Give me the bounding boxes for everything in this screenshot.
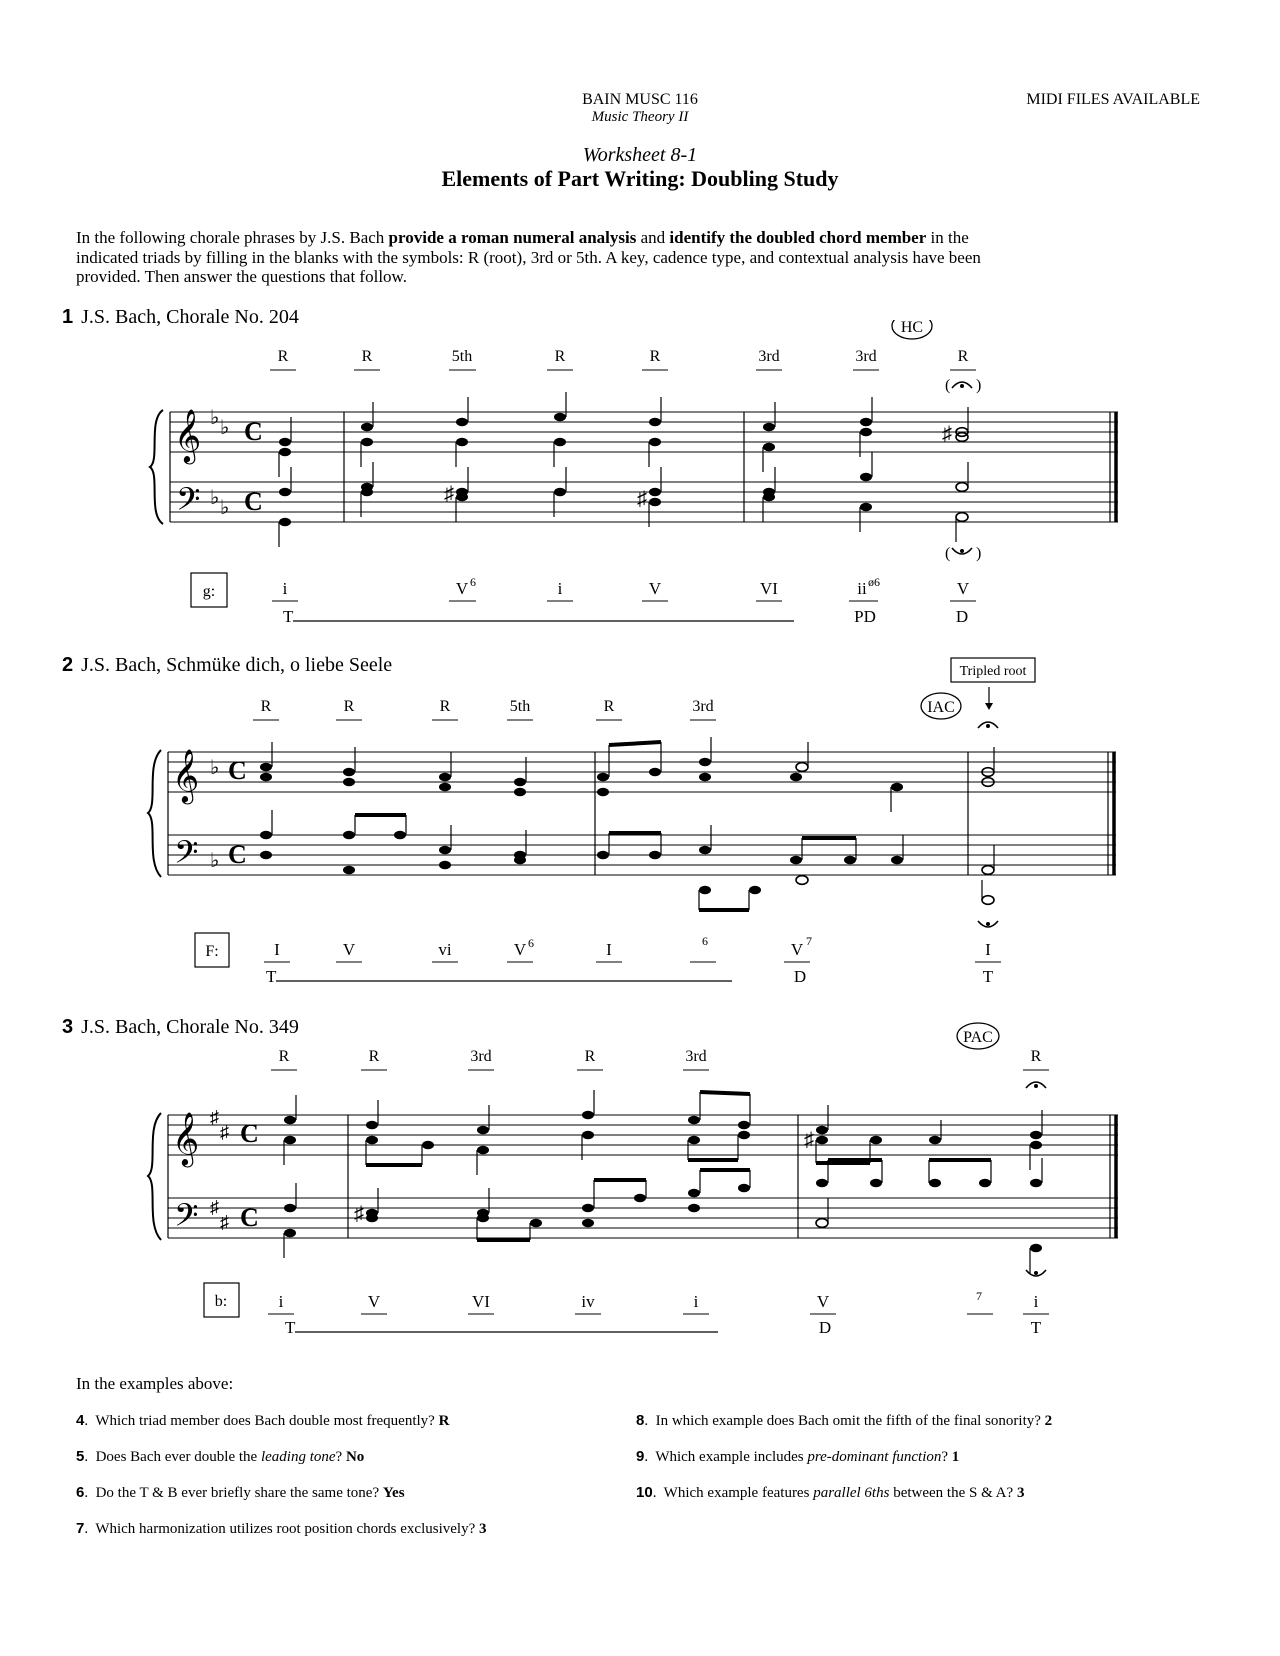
flat-icon: ♭	[210, 487, 220, 509]
function-label: PD	[854, 607, 876, 626]
question-answer: Yes	[382, 1485, 405, 1501]
flat-icon: ♭	[210, 757, 220, 779]
cadence-label	[892, 320, 932, 339]
worksheet-number: Worksheet 8-1	[582, 144, 698, 166]
question-number: 10	[636, 1484, 653, 1501]
roman-numeral: i	[557, 579, 563, 598]
roman-numeral: I	[606, 940, 612, 959]
doubling-blank: 5th	[509, 698, 531, 715]
bass-staff	[168, 1198, 1118, 1238]
fermata-dot	[1034, 1271, 1038, 1275]
roman-numeral: V	[513, 940, 527, 959]
roman-numeral: i	[1033, 1292, 1039, 1311]
instructions-text: and	[636, 228, 670, 247]
example-number: 1	[62, 306, 74, 328]
question-emphasis: parallel 6ths	[813, 1485, 890, 1501]
doubling-blank: 3rd	[855, 348, 877, 365]
question-text: ?	[941, 1449, 952, 1465]
stems	[272, 737, 994, 910]
question-7: 7. Which harmonization utilizes root position chords exclusively? 3	[76, 1520, 487, 1537]
roman-numeral: V	[956, 579, 970, 598]
question-number: 5	[76, 1448, 85, 1465]
treble-staff	[170, 412, 1118, 452]
roman-numeral: V	[816, 1292, 830, 1311]
doubling-blank: R	[277, 348, 289, 365]
roman-numeral: iv	[581, 1292, 595, 1311]
treble-staff	[168, 1115, 1118, 1155]
question-text: Which triad member does Bach double most frequently?	[95, 1413, 439, 1429]
treble-clef-icon: 𝄞	[174, 410, 202, 461]
fermata-dot	[960, 384, 964, 388]
fermata-paren: (	[945, 377, 951, 394]
function-label: T	[283, 607, 294, 626]
sharp-icon: ♯	[210, 1107, 219, 1127]
cadence-text: HC	[900, 320, 924, 336]
roman-numeral: i	[278, 1292, 284, 1311]
question-6: 6. Do the T & B ever briefly share the same tone? Yes	[76, 1484, 405, 1501]
bass-clef-icon: 𝄢	[174, 1199, 199, 1241]
inversion-figure: 7	[806, 934, 812, 948]
doubling-blank: R	[361, 348, 373, 365]
doubling-blank: R	[260, 698, 272, 715]
question-9: 9. Which example includes pre-dominant function? 1	[636, 1448, 960, 1465]
question-answer: 2	[1044, 1413, 1053, 1429]
roman-numeral: V	[790, 940, 804, 959]
bass-clef-icon: 𝄢	[174, 836, 199, 878]
roman-numeral: I	[274, 940, 280, 959]
doubling-blank: R	[368, 1048, 380, 1065]
midi-note: MIDI FILES AVAILABLE	[1026, 91, 1200, 108]
question-answer: R	[438, 1413, 450, 1429]
fermata-dot	[1034, 1084, 1038, 1088]
question-5: 5. Does Bach ever double the leading tone? No	[76, 1448, 365, 1465]
example-2-score	[0, 655, 1280, 995]
function-label: D	[793, 967, 807, 986]
question-text: Which harmonization utilizes root position chords exclusively?	[95, 1521, 479, 1537]
sharp-icon: ♯	[804, 1129, 814, 1151]
flat-icon: ♭	[220, 497, 230, 519]
inversion-figure: 6	[702, 934, 708, 948]
key-label: b:	[214, 1293, 228, 1310]
doubling-blank: R	[649, 348, 661, 365]
question-text: Does Bach ever double the	[95, 1449, 261, 1465]
question-answer: No	[345, 1449, 365, 1465]
flat-icon: ♭	[220, 417, 230, 439]
doubling-blank: R	[554, 348, 566, 365]
example-number: 2	[62, 654, 74, 676]
doubling-blank: R	[1030, 1048, 1042, 1065]
sharp-icon: ♯	[354, 1203, 364, 1225]
roman-numeral: V	[455, 579, 469, 598]
doubling-blank: 3rd	[685, 1048, 707, 1065]
question-answer: 3	[1016, 1485, 1025, 1501]
roman-numeral: V	[342, 940, 356, 959]
barlines	[168, 752, 1108, 875]
sharp-icon: ♯	[942, 423, 952, 445]
doubling-blank: R	[343, 698, 355, 715]
common-time-icon: C	[228, 756, 247, 785]
instructions-text: In the following chorale phrases by J.S. Bach	[76, 228, 389, 247]
course-title: BAIN MUSC 116	[582, 91, 698, 108]
inversion-figure: 6	[528, 936, 534, 950]
question-emphasis: pre-dominant function	[807, 1449, 942, 1465]
fermata-paren: (	[945, 545, 951, 562]
callout-text: Tripled root	[959, 664, 1027, 679]
sharp-icon: ♯	[220, 1122, 229, 1142]
instructions-bold: identify the doubled chord member	[669, 228, 927, 247]
key-label: F:	[205, 943, 219, 960]
noteheads	[284, 1111, 1042, 1253]
question-number: 4	[76, 1412, 85, 1429]
inversion-figure: 7	[976, 1289, 982, 1303]
function-label: T	[982, 967, 994, 986]
sharp-icon: ♯	[210, 1197, 219, 1217]
doubling-blank: 3rd	[692, 698, 714, 715]
key-label: g:	[202, 583, 216, 600]
example-title-text: J.S. Bach, Chorale No. 349	[81, 1016, 299, 1038]
doubling-blank: R	[957, 348, 969, 365]
question-text: ?	[335, 1449, 346, 1465]
cadence-text: PAC	[963, 1029, 993, 1046]
questions-intro: In the examples above:	[76, 1374, 234, 1393]
common-time-icon: C	[244, 487, 263, 516]
barlines	[168, 1115, 1110, 1238]
roman-numeral: ii	[857, 579, 867, 598]
instructions-bold: provide a roman numeral analysis	[388, 228, 637, 247]
common-time-icon: C	[244, 417, 263, 446]
bass-staff	[168, 835, 1116, 875]
example-1-score	[0, 320, 1280, 640]
question-4: 4. Which triad member does Bach double most frequently? R	[76, 1412, 450, 1429]
example-title-text: J.S. Bach, Chorale No. 204	[81, 306, 299, 328]
noteheads	[260, 758, 903, 895]
roman-numeral: VI	[760, 579, 778, 598]
brace	[148, 1113, 161, 1240]
question-text: In which example does Bach omit the fifth of the final sonority?	[655, 1413, 1045, 1429]
roman-numeral: V	[648, 579, 662, 598]
question-answer: 1	[951, 1449, 960, 1465]
flat-icon: ♭	[210, 850, 220, 872]
roman-numeral: vi	[438, 940, 452, 959]
question-text: between the S & A?	[889, 1485, 1017, 1501]
brace	[148, 750, 161, 877]
instructions-text: in the indicated triads by filling in the blanks with the symbols: R (root), 3rd or 5th. A key, cadence type, and contextual analysis have been provided. Then answer the questions that follow.	[76, 228, 981, 286]
question-emphasis: leading tone	[260, 1449, 336, 1465]
question-number: 6	[76, 1484, 85, 1501]
inversion-figure: ø6	[868, 575, 880, 589]
flat-icon: ♭	[210, 407, 220, 429]
treble-staff	[168, 752, 1116, 792]
example-title-text: J.S. Bach, Schmüke dich, o liebe Seele	[81, 654, 393, 676]
question-10: 10. Which example features parallel 6ths between the S & A? 3	[636, 1484, 1025, 1501]
function-label: T	[266, 967, 277, 986]
sharp-icon: ♯	[444, 483, 454, 505]
treble-clef-icon: 𝄞	[172, 750, 200, 801]
question-text: Which example includes	[655, 1449, 808, 1465]
example-3-score	[0, 1020, 1280, 1360]
common-time-icon: C	[240, 1119, 259, 1148]
inversion-figure: 6	[470, 575, 476, 589]
sharp-icon: ♯	[220, 1212, 229, 1232]
common-time-icon: C	[228, 840, 247, 869]
common-time-icon: C	[240, 1203, 259, 1232]
question-number: 7	[76, 1520, 85, 1537]
worksheet-title: Elements of Part Writing: Doubling Study	[441, 166, 839, 191]
fermata-dot	[986, 922, 990, 926]
fermata-dot	[960, 549, 964, 553]
question-text: Do the T & B ever briefly share the same tone?	[95, 1485, 383, 1501]
roman-numeral: I	[985, 940, 991, 959]
cadence-text: IAC	[927, 699, 955, 716]
stems	[279, 392, 968, 547]
fermata-paren: )	[976, 545, 982, 562]
doubling-blank: R	[584, 1048, 596, 1065]
question-number: 9	[636, 1448, 645, 1465]
question-8: 8. In which example does Bach omit the fifth of the final sonority? 2	[636, 1412, 1053, 1429]
roman-numeral: i	[693, 1292, 699, 1311]
doubling-blank: R	[603, 698, 615, 715]
roman-numeral: VI	[472, 1292, 490, 1311]
doubling-blank: 3rd	[470, 1048, 492, 1065]
question-text: Which example features	[663, 1485, 814, 1501]
brace	[150, 410, 163, 524]
doubling-blank: R	[439, 698, 451, 715]
doubling-blank: 3rd	[758, 348, 780, 365]
noteheads	[279, 413, 872, 527]
function-label: D	[818, 1318, 832, 1337]
stems	[284, 1090, 1042, 1273]
fermata-dot	[986, 724, 990, 728]
question-number: 8	[636, 1412, 645, 1429]
example-number: 3	[62, 1016, 74, 1038]
course-subtitle: Music Theory II	[591, 109, 689, 125]
doubling-blank: R	[278, 1048, 290, 1065]
function-label: T	[285, 1318, 296, 1337]
instructions	[76, 228, 1016, 287]
arrow-head-icon	[985, 703, 993, 710]
roman-numeral: V	[367, 1292, 381, 1311]
function-label: T	[1030, 1318, 1042, 1337]
function-label: D	[955, 607, 969, 626]
roman-numeral: i	[282, 579, 288, 598]
treble-clef-icon: 𝄞	[172, 1113, 200, 1164]
half-noteheads	[816, 1219, 828, 1228]
bass-clef-icon: 𝄢	[176, 483, 201, 525]
doubling-blank: 5th	[451, 348, 473, 365]
sharp-icon: ♯	[637, 488, 647, 510]
question-answer: 3	[479, 1521, 487, 1537]
fermata-paren: )	[976, 377, 982, 394]
